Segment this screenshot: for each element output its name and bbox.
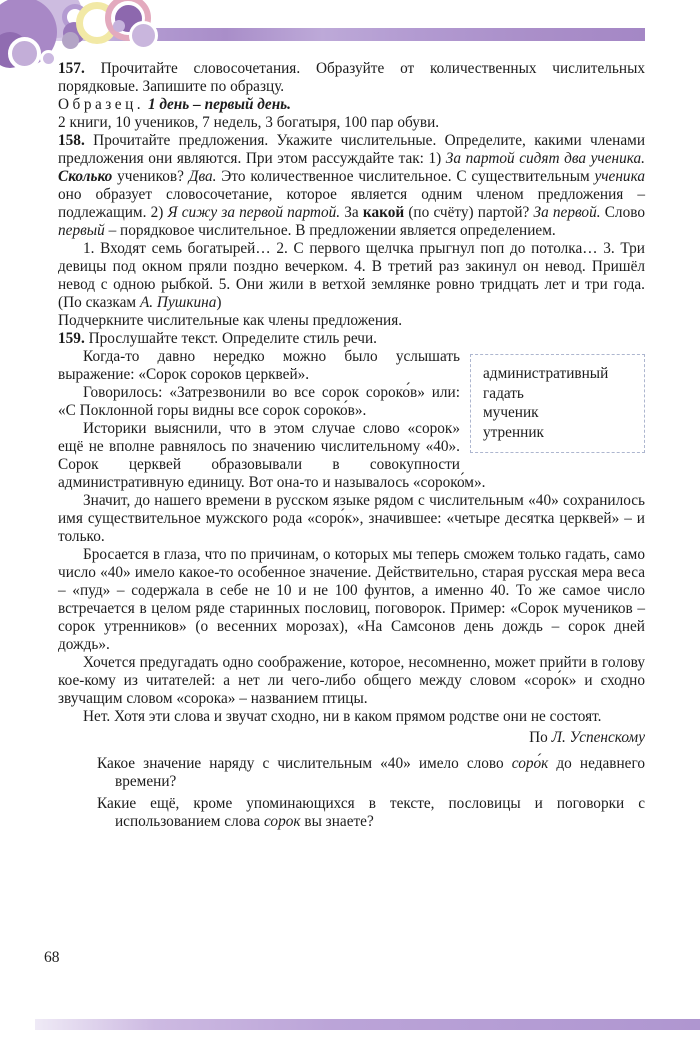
para-znachit: Значит, до нашего времени в русском языке рядом с числительным «40» сохранилось имя существительное мужского рода «соро́к», значившее: «четыре десятка церквей» – и только. [58,492,645,545]
sample-line: Образец. 1 день – первый день. [58,96,291,113]
page-content [58,0,645,831]
vocab-word: гадать [483,384,524,402]
vocabulary-box [470,354,645,453]
decor-circle-bottom-small [40,50,57,67]
para-khochetsya: Хочется предугадать одно соображение, которое, несомненно, может прийти в голову кое-кому из читателей: а нет ли чего-либо общего между словом «соро́к» и сходно звучащим словом «сорока» – названием птицы. [58,654,645,707]
vocab-word: утренник [483,423,544,441]
vocab-word: мученик [483,404,539,421]
footer-divider-bar [35,1019,700,1030]
attribution-line: По Л. Успенскому [529,729,645,746]
exercise-158-instruction: 158. Прочитайте предложения. Укажите числительные. Определите, какими членами предложения они являются. При этом рассуждайте так: 1) За партой сидят два ученика. Сколько учеников? Два. Это количественное числительное. С существительным ученика оно образует словосочетание, которое является одним членом предложения – подлежащим. 2) Я сижу за первой партой. За какой (по счёту) партой? За первой. Слово первый – порядковое числительное. В предложении является определением. [58,132,646,239]
para-net: Нет. Хотя эти слова и звучат сходно, ни в каком прямом родстве они не состоят. [83,708,602,725]
items-line-157: 2 книги, 10 учеников, 7 недель, 3 богатыря, 100 пар обуви. [58,114,440,131]
task-158: Подчеркните числительные как члены предложения. [58,312,403,329]
question-2: Какие ещё, кроме упоминающихся в тексте, пословицы и поговорки с использованием слова сорок вы знаете? [97,795,645,830]
page-number: 68 [44,949,60,966]
exercise-159-instruction: 159. Прослушайте текст. Определите стиль речи. [58,330,377,347]
sentences-158: 1. Входят семь богатырей… 2. С первого щелчка прыгнул поп до потолка… 3. Три девицы под окном пряли поздно вечерком. 4. В третий раз закинул он невод. Пришёл невод с одною рыбкой. 5. Они жили в ветхой землянке ровно тридцать лет и три года. (По сказкам А. Пушкина) [58,240,645,311]
para-govorilos: Говорилось: «Затрезвонили во все сорок сороко́в» или: «С Поклонной горы видны все сорок сороко́в». [58,384,460,419]
question-1: Какое значение наряду с числительным «40» имело слово соро́к до недавнего времени? [97,755,646,790]
para-kogda-to: Когда-то давно нередко можно было услышать выражение: «Сорок сороко́в церквей». [58,348,460,383]
para-istoriki: Историки выяснили, что в этом случае слово «сорок» ещё не вполне равнялось по значению числительному «40». Сорок церквей образовывали в совокупности административную единицу. Вот она-то и называлось «сороко́м». [58,420,486,491]
exercise-157-instruction: 157. Прочитайте словосочетания. Образуйте от количественных числительных порядковые. Запишите по образцу. [58,60,645,95]
decor-circle-bottom-left [8,37,41,70]
vocab-word: административный [483,365,609,382]
para-brosaetsya: Бросается в глаза, что по причинам, о которых мы теперь сможем только гадать, само число «40» имело какое-то особенное значение. Действительно, старая русская мера веса – «пуд» – содержала в себе не 10 и не 100 фунтов, а именно 40. То же самое число встречается в целом ряде старинных пословиц, поговорок. Пример: «Сорок мучеников – сорок утренников» (о весенних морозах), «На Самсонов день дождь – сорок дней дождь». [58,546,645,653]
